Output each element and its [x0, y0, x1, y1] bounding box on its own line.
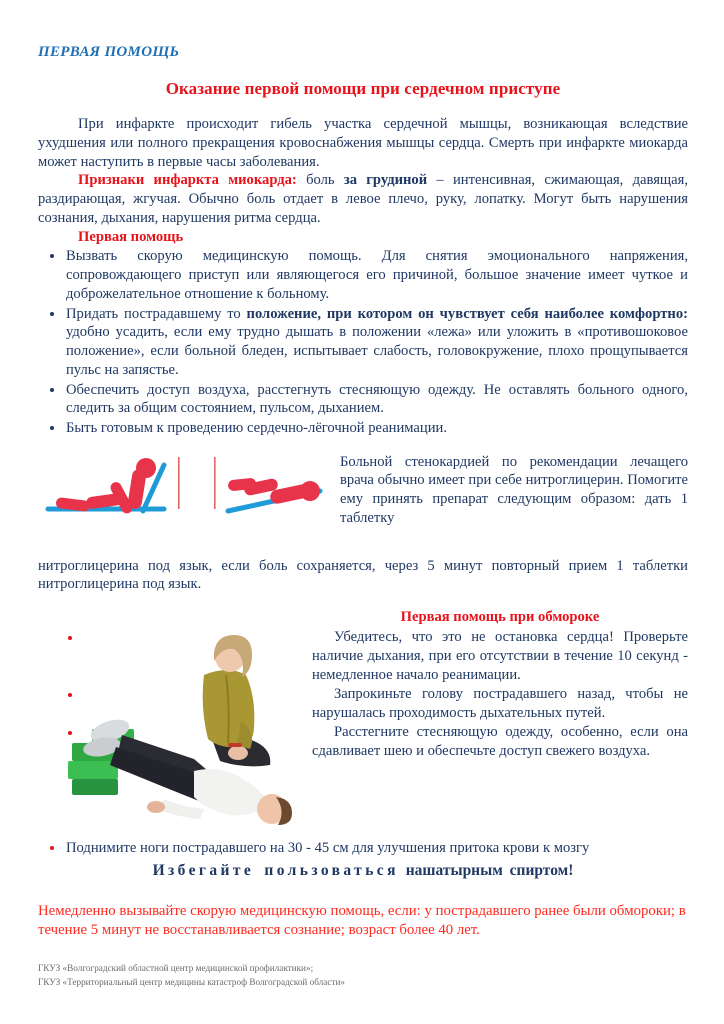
footer	[38, 961, 688, 990]
list-item: Обеспечить доступ воздуха, расстегнуть стесняющую одежду. Не оставлять больного одного, следить за общим состоянием, пульсом, дыханием.	[38, 381, 688, 419]
list-item: Вызвать скорую медицинскую помощь. Для снятия эмоционального напряжения, сопровождающего приступ или являющегося его причиной, большое значение имеет чуткое и доброжелательное отношение к больному.	[38, 247, 688, 303]
signs-label: Признаки инфаркта миокарда:	[78, 172, 297, 189]
divider-left	[178, 457, 180, 509]
divider-right	[214, 457, 216, 509]
list-item: Запрокиньте голову пострадавшего назад, чтобы не нарушалась проходимость дыхательных путей.	[38, 685, 688, 723]
footer-line-1: ГКУЗ «Волгоградский областной центр медицинской профилактики»;	[38, 962, 314, 973]
list-item: Убедитесь, что это не остановка сердца! Проверьте наличие дыхания, при его отсутствии в течение 10 секунд - немедленное начало реанимации.	[38, 628, 688, 685]
list-item-prefix: Придать пострадавшему то	[66, 305, 247, 322]
signs-text-b: – интенсивная, сжимающая, давящая, раздирающая, жгучая. Обычно боль отдает в левое плечо, руку, лопатку. Могут быть нарушения сознания, дыхания, нарушения ритма сердца.	[38, 172, 688, 227]
pictogram-group	[38, 455, 328, 523]
intro-paragraph: При инфаркте происходит гибель участка сердечной мышцы, возникающая вследствие ухудшения или полного прекращения кровоснабжения мышцы сердца. Смерть при инфаркте миокарда может наступить в первые часы заболевания.	[38, 116, 688, 170]
first-aid-list	[38, 247, 688, 438]
signs-paragraph	[38, 171, 688, 227]
footer-line-2: ГКУЗ «Территориальный центр медицины катастроф Волгоградской области»	[38, 976, 345, 987]
list-item-suffix: удобно усадить, если ему трудно дышать в положении «лежа» или уложить в «противошоковое положение», если больной бледен, испытывает слабость, головокружение, плохо прощупывается пульс на запястье.	[66, 324, 688, 378]
shock-position-pictogram	[228, 477, 320, 510]
nitroglycerin-paragraph: Больной стенокардией по рекомендации лечащего врача обычно имеет при себе нитроглицерин. Помогите ему принять препарат следующим образом: дать 1 таблетку	[340, 453, 688, 526]
fainting-section	[38, 609, 688, 880]
emergency-call-warning: Немедленно вызывайте скорую медицинскую помощь, если: у пострадавшего ранее были обмороки; в течение 5 минут не восстанавливается сознание; возраст более 40 лет.	[38, 902, 686, 939]
page-top-label: ПЕРВАЯ ПОМОЩЬ	[38, 44, 180, 60]
signs-text-a: боль	[296, 172, 344, 189]
sitting-position-pictogram	[48, 458, 164, 515]
list-item: Быть готовым к проведению сердечно-лёгочной реанимации.	[38, 419, 688, 438]
pictogram-section	[38, 453, 688, 595]
page-title: Оказание первой помощи при сердечном приступе	[165, 79, 561, 98]
list-item: Расстегните стесняющую одежду, особенно, если она сдавливает шею и обеспечьте доступ свежего воздуха.	[38, 723, 688, 761]
victim-hand	[147, 801, 165, 813]
ammonia-warning-spaced: Избегайте пользоваться	[152, 861, 399, 879]
fainting-list	[38, 628, 688, 761]
signs-emphasis: за грудиной	[343, 172, 428, 189]
first-aid-heading: Первая помощь	[78, 228, 184, 245]
list-item	[38, 305, 688, 380]
ammonia-warning	[38, 862, 688, 880]
nitroglycerin-continuation: нитроглицерина под язык, если боль сохраняется, через 5 минут повторный прием 1 таблетки нитроглицерина под язык.	[38, 557, 688, 593]
first-aid-position-pictograms	[38, 455, 328, 523]
fainting-title: Первая помощь при обмороке	[400, 608, 600, 625]
list-item-emphasis: положение, при котором он чувствует себя наиболее комфортно:	[246, 305, 688, 322]
fainting-final-list	[38, 839, 688, 858]
ammonia-warning-tail: нашатырным спиртом!	[398, 861, 574, 879]
list-item: Поднимите ноги пострадавшего на 30 - 45 см для улучшения притока крови к мозгу	[38, 839, 688, 858]
